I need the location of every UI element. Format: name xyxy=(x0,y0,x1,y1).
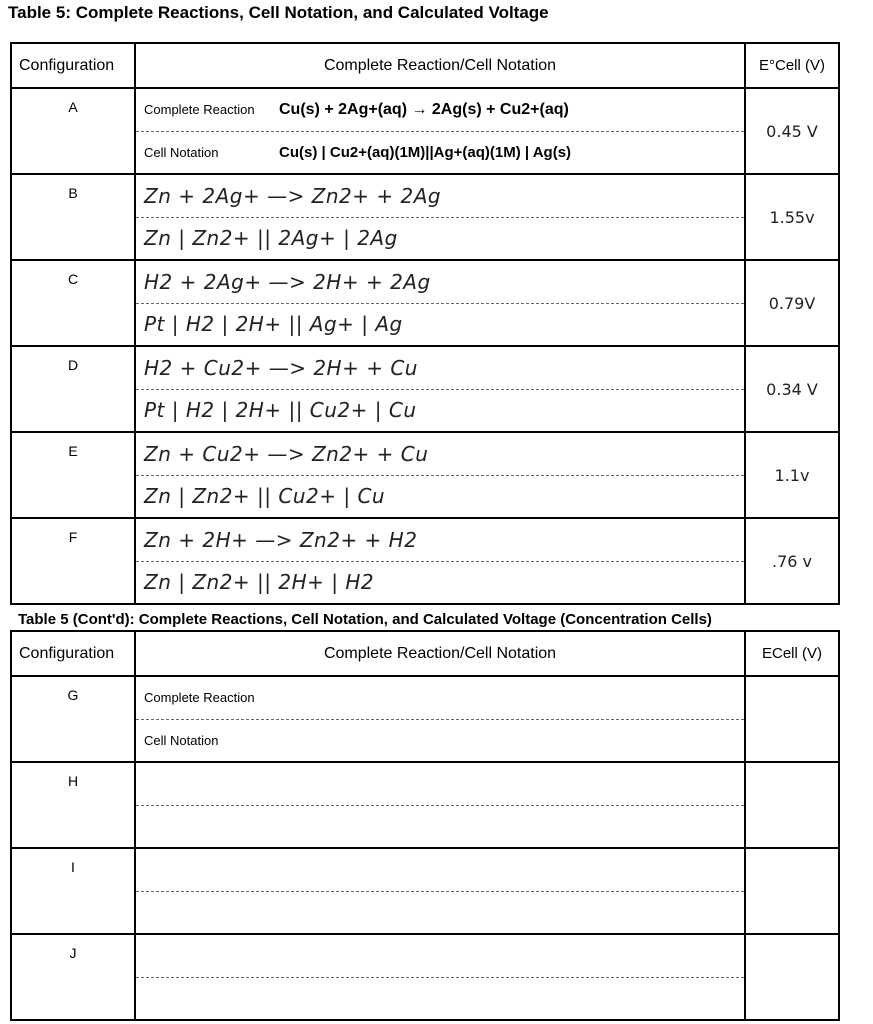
config-cell: J xyxy=(11,934,135,1020)
complete-reaction-text: Zn + 2Ag+ —> Zn2+ + 2Ag xyxy=(136,175,744,218)
complete-reaction-label: Complete Reaction xyxy=(144,102,255,118)
voltage-cell[interactable] xyxy=(745,676,839,762)
voltage-cell[interactable] xyxy=(745,762,839,848)
header-reaction: Complete Reaction/Cell Notation xyxy=(135,43,745,88)
reaction-cell[interactable] xyxy=(135,848,745,934)
table-row xyxy=(11,762,839,848)
config-cell: B xyxy=(11,174,135,260)
voltage-cell[interactable] xyxy=(745,848,839,934)
complete-reaction-text: H2 + Cu2+ —> 2H+ + Cu xyxy=(136,347,744,390)
cell-notation-text: Cu(s) | Cu2+(aq)(1M)||Ag+(aq)(1M) | Ag(s) xyxy=(279,143,572,161)
config-cell: D xyxy=(11,346,135,432)
table-header-row xyxy=(11,43,839,88)
cell-notation-label: Cell Notation xyxy=(144,732,219,748)
table-row xyxy=(11,518,839,604)
table-row xyxy=(11,346,839,432)
header-configuration: Configuration xyxy=(11,631,135,676)
table-row xyxy=(11,174,839,260)
complete-reaction-text: Zn + 2H+ —> Zn2+ + H2 xyxy=(136,519,744,562)
voltage-cell[interactable]: 0.45 V xyxy=(745,88,839,174)
cell-notation-text: Zn | Zn2+ || Cu2+ | Cu xyxy=(144,484,386,509)
table-row xyxy=(11,676,839,762)
voltage-cell[interactable] xyxy=(745,934,839,1020)
voltage-cell[interactable]: 1.55v xyxy=(745,174,839,260)
voltage-cell[interactable]: .76 v xyxy=(745,518,839,604)
reaction-cell[interactable] xyxy=(135,88,745,174)
header-voltage: ECell (V) xyxy=(745,631,839,676)
reaction-cell[interactable] xyxy=(135,346,745,432)
table-row xyxy=(11,260,839,346)
reaction-cell[interactable] xyxy=(135,174,745,260)
complete-reaction-text: Cu(s) + 2Ag+(aq) → 2Ag(s) + Cu2+(aq) xyxy=(279,100,569,118)
cell-notation-text: Pt | H2 | 2H+ || Ag+ | Ag xyxy=(144,312,403,337)
table-title-contd: Table 5 (Cont'd): Complete Reactions, Cell Notation, and Calculated Voltage (Concentration Cells) xyxy=(18,611,712,628)
table-row xyxy=(11,934,839,1020)
reaction-cell[interactable] xyxy=(135,676,745,762)
voltage-cell[interactable]: 0.79V xyxy=(745,260,839,346)
reaction-cell[interactable] xyxy=(135,260,745,346)
cell-notation-text: Pt | H2 | 2H+ || Cu2+ | Cu xyxy=(144,398,417,423)
voltage-cell[interactable]: 0.34 V xyxy=(745,346,839,432)
config-cell: E xyxy=(11,432,135,518)
complete-reaction-text: H2 + 2Ag+ —> 2H+ + 2Ag xyxy=(136,261,744,304)
table-header-row xyxy=(11,631,839,676)
table-row xyxy=(11,88,839,174)
config-cell: F xyxy=(11,518,135,604)
table-row xyxy=(11,848,839,934)
voltage-cell[interactable]: 1.1v xyxy=(745,432,839,518)
config-cell: A xyxy=(11,88,135,174)
reaction-cell[interactable] xyxy=(135,518,745,604)
complete-reaction-label: Complete Reaction xyxy=(144,690,255,706)
cell-notation-text: Zn | Zn2+ || 2H+ | H2 xyxy=(144,570,375,595)
header-reaction: Complete Reaction/Cell Notation xyxy=(135,631,745,676)
complete-reaction-text: Zn + Cu2+ —> Zn2+ + Cu xyxy=(136,433,744,476)
header-voltage: E°Cell (V) xyxy=(745,43,839,88)
reaction-cell[interactable] xyxy=(135,432,745,518)
header-configuration: Configuration xyxy=(11,43,135,88)
results-table xyxy=(10,42,840,605)
config-cell: G xyxy=(11,676,135,762)
config-cell: I xyxy=(11,848,135,934)
table-title: Table 5: Complete Reactions, Cell Notation, and Calculated Voltage xyxy=(8,3,549,22)
cell-notation-label: Cell Notation xyxy=(144,144,219,160)
concentration-cells-table xyxy=(10,630,840,1021)
reaction-cell[interactable] xyxy=(135,762,745,848)
config-cell: C xyxy=(11,260,135,346)
cell-notation-text: Zn | Zn2+ || 2Ag+ | 2Ag xyxy=(144,226,398,251)
table-row xyxy=(11,432,839,518)
reaction-cell[interactable] xyxy=(135,934,745,1020)
config-cell: H xyxy=(11,762,135,848)
